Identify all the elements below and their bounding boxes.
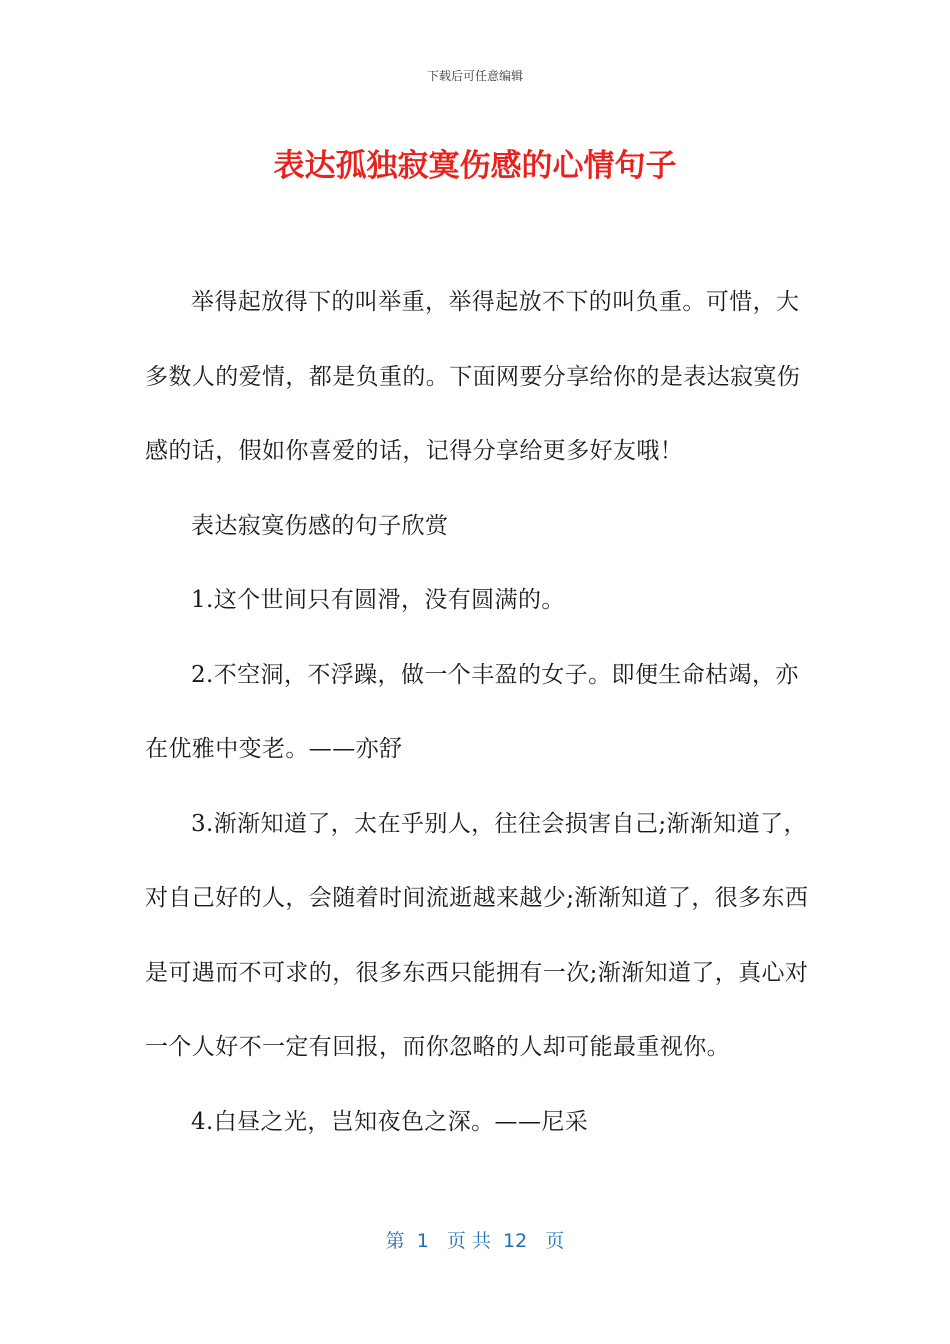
paragraph-item-1: 1.这个世间只有圆滑，没有圆满的。 [191, 587, 565, 613]
document-body [145, 265, 815, 1159]
paragraph-item-4: 4.白昼之光，岂知夜色之深。——尼采 [191, 1108, 589, 1135]
paragraph-item-3: 3.渐渐知道了，太在乎别人，往往会损害自己;渐渐知道了，对自己好的人，会随着时间流逝越来越少;渐渐知道了，很多东西是可遇而不可求的，很多东西只能拥有一次;渐渐知道了，真心对一个人好不一定有回报，而你忽略的人却可能最重视你。 [145, 810, 809, 1060]
paragraph-item-2: 2.不空洞，不浮躁，做一个丰盈的女子。即便生命枯竭，亦在优雅中变老。——亦舒 [145, 661, 799, 762]
document-title: 表达孤独寂寞伤感的心情句子 [273, 148, 677, 184]
header-note: 下载后可任意编辑 [426, 69, 523, 83]
paragraph-intro: 举得起放得下的叫举重，举得起放不下的叫负重。可惜，大多数人的爱情，都是负重的。下面网要分享给你的是表达寂寞伤感的话，假如你喜爱的话，记得分享给更多好友哦！ [145, 289, 801, 464]
paragraph-subheading: 表达寂寞伤感的句子欣赏 [191, 512, 449, 539]
page-number-footer: 第 1 页 共 12 页 [385, 1230, 565, 1252]
